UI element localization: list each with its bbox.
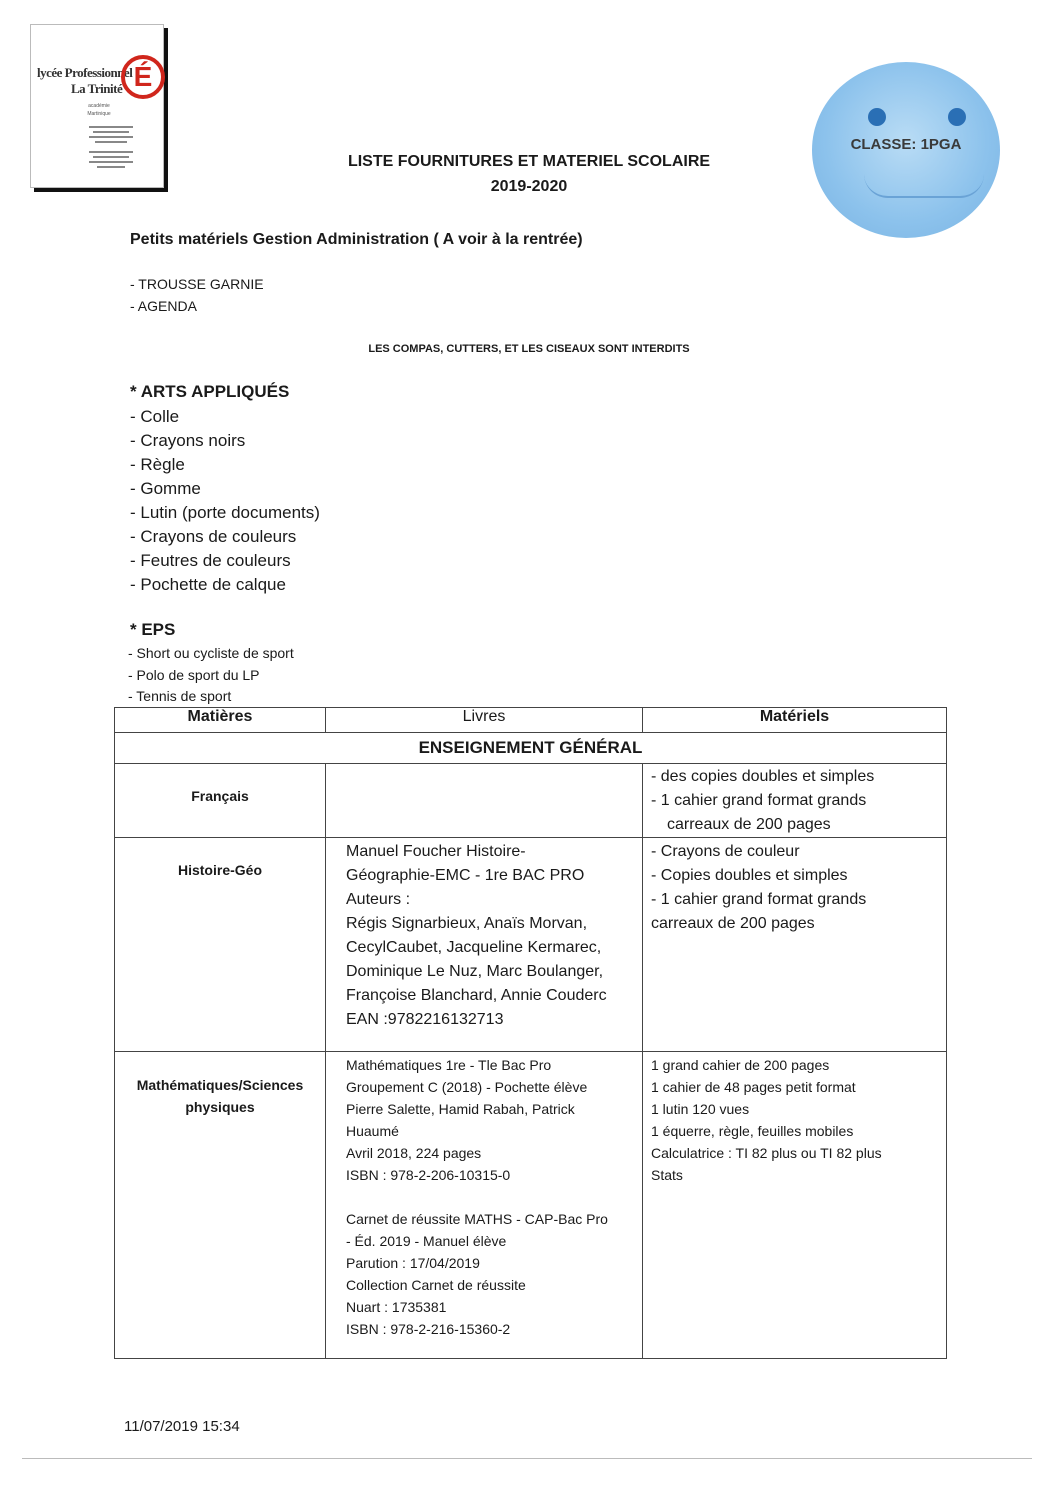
list-item: - Short ou cycliste de sport	[128, 645, 294, 661]
materiel-line: 1 équerre, règle, feuilles mobiles	[651, 1123, 854, 1139]
class-label: CLASSE: 1PGA	[850, 136, 962, 153]
arts-heading: * ARTS APPLIQUÉS	[130, 382, 290, 401]
logo-small-2: Martinique	[87, 111, 111, 117]
materiels-cell	[643, 1052, 947, 1359]
materiel-line: Calculatrice : TI 82 plus ou TI 82 plus	[651, 1145, 882, 1161]
livres-cell	[326, 838, 643, 1052]
logo-line1: lycée Professionnel	[37, 65, 133, 80]
list-item: - Lutin (porte documents)	[130, 503, 320, 522]
livre-line: Mathématiques 1re - Tle Bac Pro	[346, 1057, 552, 1073]
materiel-line: - Copies doubles et simples	[651, 867, 848, 884]
livre-line: Collection Carnet de réussite	[346, 1277, 526, 1293]
livre-line: Géographie-EMC - 1re BAC PRO	[346, 867, 585, 884]
eps-list	[128, 643, 294, 708]
section-row	[115, 733, 947, 764]
table-row	[115, 764, 947, 838]
table-row	[115, 1052, 947, 1359]
subject-cell: Mathématiques/Sciences physiques	[115, 1052, 326, 1359]
logo-line2: La Trinité	[71, 81, 123, 96]
list-item: - Feutres de couleurs	[130, 551, 291, 570]
livre-line-spacer	[346, 1186, 642, 1208]
logo-emblem: É	[121, 55, 165, 99]
smiley-left-eye-icon	[868, 108, 886, 126]
materiel-line: Stats	[651, 1167, 683, 1183]
subject-cell: Français	[115, 764, 326, 838]
arts-list	[130, 405, 320, 597]
livre-line: Carnet de réussite MATHS - CAP-Bac Pro	[346, 1211, 608, 1227]
header-livres: Livres	[326, 708, 643, 733]
school-year: 2019-2020	[490, 178, 568, 195]
header-materiels: Matériels	[643, 708, 947, 733]
livre-line: CecylCaubet, Jacqueline Kermarec,	[346, 939, 602, 956]
header-matieres: Matières	[115, 708, 326, 733]
list-item: - Crayons noirs	[130, 431, 246, 450]
livre-line: Parution : 17/04/2019	[346, 1255, 480, 1271]
petits-item-1: - TROUSSE GARNIE	[130, 276, 264, 292]
list-item: - Pochette de calque	[130, 575, 286, 594]
footer-divider	[22, 1458, 1032, 1459]
forbidden-warning: LES COMPAS, CUTTERS, ET LES CISEAUX SONT INTERDITS	[368, 343, 690, 355]
supplies-table	[114, 707, 947, 1359]
materiel-line: - Crayons de couleur	[651, 843, 800, 860]
list-item: - Tennis de sport	[128, 688, 232, 704]
page-title: LISTE FOURNITURES ET MATERIEL SCOLAIRE	[347, 153, 711, 170]
subject-cell: Histoire-Géo	[115, 838, 326, 1052]
section-title: ENSEIGNEMENT GÉNÉRAL	[115, 733, 947, 764]
livre-line: ISBN : 978-2-206-10315-0	[346, 1167, 511, 1183]
livres-cell	[326, 764, 643, 838]
livres-cell	[326, 1052, 643, 1359]
print-timestamp: 11/07/2019 15:34	[124, 1418, 240, 1435]
livre-line: Régis Signarbieux, Anaïs Morvan,	[346, 915, 588, 932]
livre-line: Huaumé	[346, 1123, 399, 1139]
livre-line: Groupement C (2018) - Pochette élève	[346, 1079, 588, 1095]
list-item: - Gomme	[130, 479, 201, 498]
petits-item-2: - AGENDA	[130, 298, 197, 314]
livre-line: Dominique Le Nuz, Marc Boulanger,	[346, 963, 604, 980]
materiel-line: - des copies doubles et simples	[651, 768, 875, 785]
smiley-right-eye-icon	[948, 108, 966, 126]
list-item: - Règle	[130, 455, 185, 474]
materiel-line: carreaux de 200 pages	[651, 915, 815, 932]
list-item: - Colle	[130, 407, 180, 426]
livre-line: - Éd. 2019 - Manuel élève	[346, 1233, 507, 1249]
livre-line: ISBN : 978-2-216-15360-2	[346, 1321, 511, 1337]
materiel-line: - 1 cahier grand format grands	[651, 891, 867, 908]
list-item: - Polo de sport du LP	[128, 666, 260, 683]
table-header-row	[115, 708, 947, 733]
livre-line: Auteurs :	[346, 891, 411, 908]
livre-line: Manuel Foucher Histoire-	[346, 843, 526, 860]
materiels-cell	[643, 838, 947, 1052]
materiel-line: 1 lutin 120 vues	[651, 1101, 750, 1117]
livre-line: Pierre Salette, Hamid Rabah, Patrick	[346, 1101, 575, 1117]
materiel-line: - 1 cahier grand format grands	[651, 792, 867, 809]
materiel-line: 1 grand cahier de 200 pages	[651, 1057, 830, 1073]
logo-small-1: académie	[88, 103, 110, 109]
list-item: - Crayons de couleurs	[130, 527, 297, 546]
materiels-cell	[643, 764, 947, 838]
table-row	[115, 838, 947, 1052]
livre-line: Françoise Blanchard, Annie Couderc	[346, 987, 607, 1004]
petits-materiels-heading: Petits matériels Gestion Administration ( A voir à la rentrée)	[130, 231, 583, 248]
livre-line: EAN :9782216132713	[346, 1011, 504, 1028]
eps-heading: * EPS	[130, 620, 176, 639]
materiel-line: carreaux de 200 pages	[667, 816, 831, 833]
materiel-line: 1 cahier de 48 pages petit format	[651, 1079, 856, 1095]
livre-line: Nuart : 1735381	[346, 1299, 447, 1315]
livre-line: Avril 2018, 224 pages	[346, 1145, 482, 1161]
class-badge-smiley	[812, 62, 1000, 238]
